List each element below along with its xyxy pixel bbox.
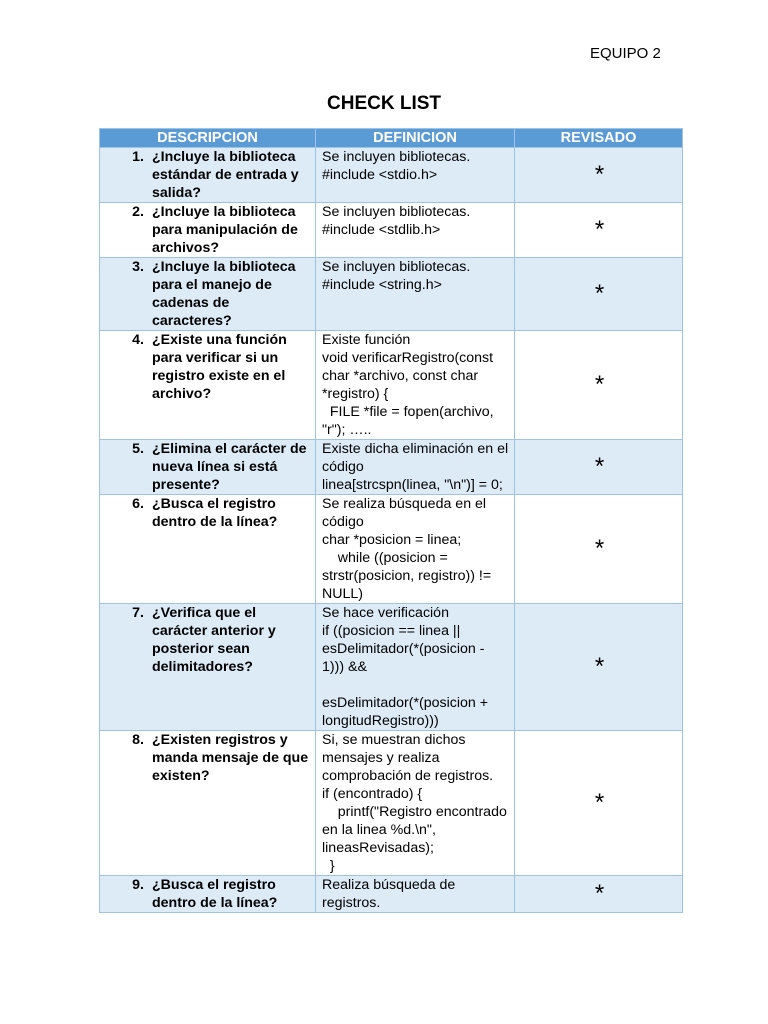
definition-cell: [316, 203, 515, 258]
definition-cell: [316, 495, 515, 604]
item-number: 9.: [132, 877, 144, 893]
item-definition: Se incluyen bibliotecas. #include <stdio.h>: [322, 149, 471, 183]
description-cell: [100, 148, 316, 203]
item-definition: Existe dicha eliminación en el código linea[strcspn(linea, "\n")] = 0;: [322, 441, 509, 493]
check-mark: *: [515, 203, 683, 258]
item-definition: Existe función void verificarRegistro(const char *archivo, const char *registro) { FILE *file = fopen(archivo, "r"); …..: [322, 332, 494, 438]
item-definition: Se incluyen bibliotecas. #include <string.h>: [322, 259, 471, 293]
item-question: ¿Incluye la biblioteca estándar de entrada y salida?: [152, 149, 299, 201]
description-cell: [100, 731, 316, 876]
check-mark: *: [515, 495, 683, 604]
table-row: [100, 258, 683, 331]
item-definition: Si, se muestran dichos mensajes y realiza comprobación de registros. if (encontrado) { printf("Registro encontrado en la linea %d.\n", lineasRevisadas); }: [322, 732, 507, 874]
table-header-row: [100, 129, 683, 148]
table-row: [100, 331, 683, 440]
item-number: 1.: [132, 149, 144, 165]
item-question: ¿Elimina el carácter de nueva línea si está presente?: [152, 441, 307, 493]
description-cell: [100, 495, 316, 604]
item-number: 6.: [132, 496, 144, 512]
team-label: EQUIPO 2: [590, 45, 661, 62]
page-title: CHECK LIST: [327, 93, 441, 114]
table-row: [100, 148, 683, 203]
item-question: ¿Verifica que el carácter anterior y posterior sean delimitadores?: [152, 605, 276, 675]
check-mark: *: [515, 731, 683, 876]
table-row: [100, 731, 683, 876]
definition-cell: [316, 258, 515, 331]
definition-cell: [316, 148, 515, 203]
definition-cell: [316, 604, 515, 731]
description-cell: [100, 331, 316, 440]
table-row: [100, 440, 683, 495]
table-row: [100, 604, 683, 731]
item-definition: Se hace verificación if ((posicion == linea || esDelimitador(*(posicion - 1))) && esDelimitador(*(posicion + longitudRegistro))): [322, 605, 488, 729]
column-header-descripcion: DESCRIPCION: [100, 129, 316, 148]
item-number: 3.: [132, 259, 144, 275]
item-question: ¿Busca el registro dentro de la línea?: [152, 877, 278, 911]
item-number: 7.: [132, 605, 144, 621]
column-header-revisado: REVISADO: [515, 129, 683, 148]
checklist-table: [99, 128, 683, 913]
check-mark: *: [515, 331, 683, 440]
item-number: 2.: [132, 204, 144, 220]
item-question: ¿Busca el registro dentro de la línea?: [152, 496, 278, 530]
item-definition: Se realiza búsqueda en el código char *posicion = linea; while ((posicion = strstr(posicion, registro)) != NULL): [322, 496, 492, 602]
description-cell: [100, 258, 316, 331]
item-number: 4.: [132, 332, 144, 348]
table-row: [100, 495, 683, 604]
definition-cell: [316, 331, 515, 440]
item-definition: Se incluyen bibliotecas. #include <stdlib.h>: [322, 204, 471, 238]
item-question: ¿Incluye la biblioteca para el manejo de cadenas de caracteres?: [152, 259, 296, 329]
check-mark: *: [515, 440, 683, 495]
definition-cell: [316, 731, 515, 876]
table-row: [100, 876, 683, 913]
check-mark: *: [515, 604, 683, 731]
table-row: [100, 203, 683, 258]
description-cell: [100, 203, 316, 258]
item-question: ¿Existen registros y manda mensaje de que existen?: [152, 732, 309, 784]
item-question: ¿Existe una función para verificar si un registro existe en el archivo?: [152, 332, 287, 402]
description-cell: [100, 876, 316, 913]
item-question: ¿Incluye la biblioteca para manipulación de archivos?: [152, 204, 298, 256]
description-cell: [100, 440, 316, 495]
check-mark: *: [515, 876, 683, 913]
description-cell: [100, 604, 316, 731]
check-mark: *: [515, 148, 683, 203]
definition-cell: [316, 440, 515, 495]
item-definition: Realiza búsqueda de registros.: [322, 877, 460, 911]
item-number: 5.: [132, 441, 144, 457]
item-number: 8.: [132, 732, 144, 748]
definition-cell: [316, 876, 515, 913]
column-header-definicion: DEFINICION: [316, 129, 515, 148]
check-mark: *: [515, 258, 683, 331]
